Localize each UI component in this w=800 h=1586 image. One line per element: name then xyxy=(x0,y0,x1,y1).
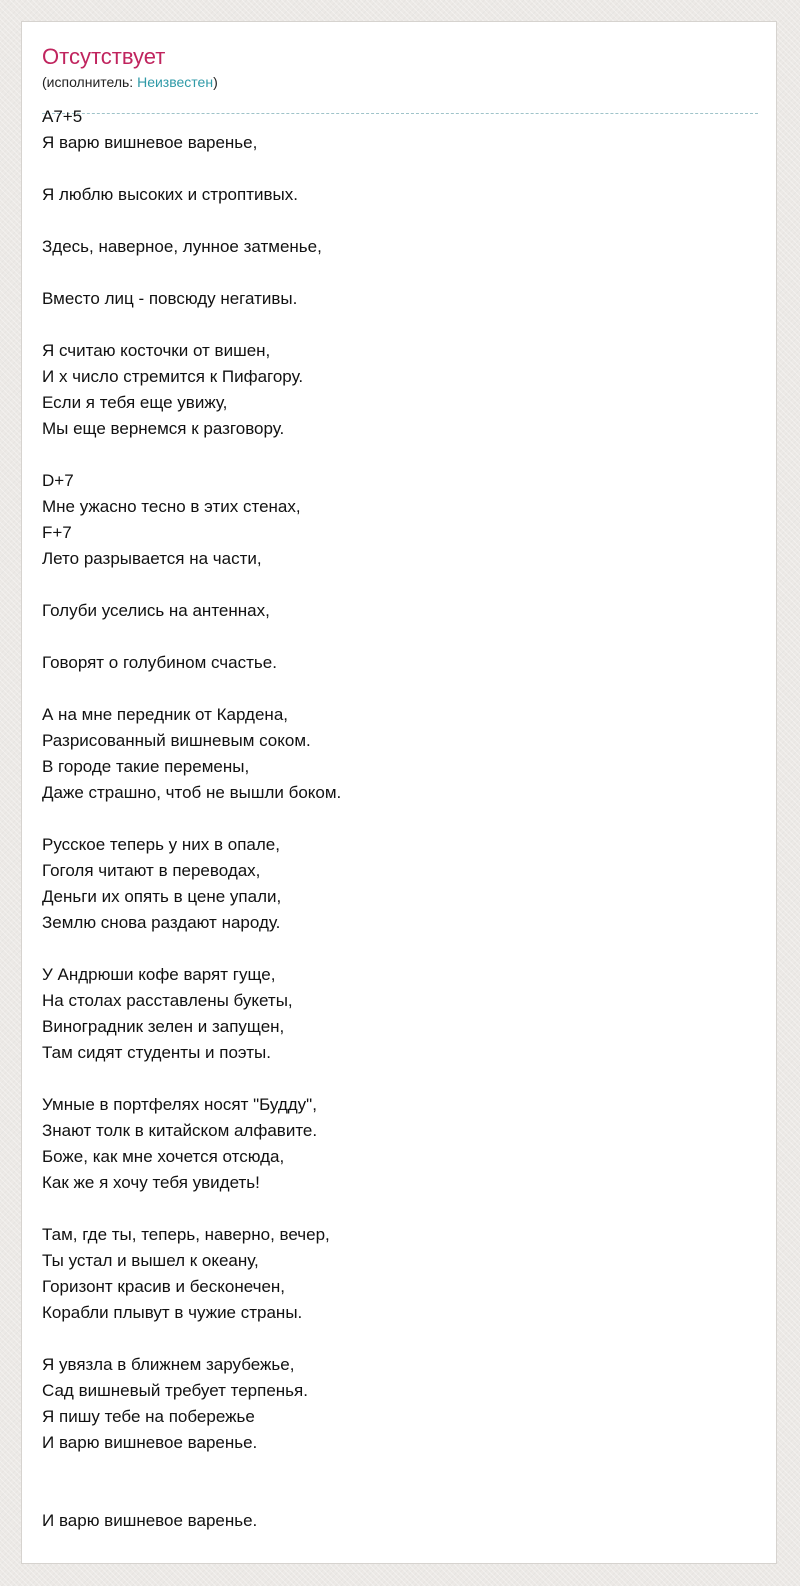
lyric-line: Там, где ты, теперь, наверно, вечер, xyxy=(42,1225,330,1244)
lyric-line: Как же я хочу тебя увидеть! xyxy=(42,1173,260,1192)
lyric-line: Говорят о голубином счастье. xyxy=(42,653,277,672)
lyric-line: Землю снова раздают народу. xyxy=(42,913,281,932)
blank-line xyxy=(42,676,758,702)
blank-line xyxy=(42,1066,758,1092)
lyrics-text xyxy=(42,104,758,1534)
artist-suffix: ) xyxy=(213,74,218,90)
lyric-line: Гоголя читают в переводах, xyxy=(42,861,261,880)
lyric-line: Мы еще вернемся к разговору. xyxy=(42,419,285,438)
lyric-line: У Андрюши кофе варят гуще, xyxy=(42,965,276,984)
lyric-line: Русское теперь у них в опале, xyxy=(42,835,280,854)
lyric-line: Я пишу тебе на побережье xyxy=(42,1407,255,1426)
lyric-line: Корабли плывут в чужие страны. xyxy=(42,1303,303,1322)
blank-line xyxy=(42,624,758,650)
blank-line xyxy=(42,1482,758,1508)
lyrics-card xyxy=(21,21,777,1564)
blank-line xyxy=(42,156,758,182)
lyric-line: Там сидят студенты и поэты. xyxy=(42,1043,271,1062)
blank-line xyxy=(42,936,758,962)
blank-line xyxy=(42,572,758,598)
lyric-line: Здесь, наверное, лунное затменье, xyxy=(42,237,322,256)
lyric-line: А на мне передник от Кардена, xyxy=(42,705,288,724)
lyric-line: Боже, как мне хочется отсюда, xyxy=(42,1147,285,1166)
lyric-line: И варю вишневое варенье. xyxy=(42,1433,258,1452)
lyric-line: Виноградник зелен и запущен, xyxy=(42,1017,285,1036)
blank-line xyxy=(42,208,758,234)
artist-link[interactable]: Неизвестен xyxy=(137,74,214,90)
lyric-line: Даже страшно, чтоб не вышли боком. xyxy=(42,783,342,802)
lyric-line: Я считаю косточки от вишен, xyxy=(42,341,271,360)
lyric-line: Если я тебя еще увижу, xyxy=(42,393,228,412)
artist-prefix: (исполнитель: xyxy=(42,74,138,90)
artist-line xyxy=(42,72,218,92)
lyric-line: Ты устал и вышел к океану, xyxy=(42,1251,259,1270)
lyric-line: В городе такие перемены, xyxy=(42,757,250,776)
blank-line xyxy=(42,260,758,286)
blank-line xyxy=(42,806,758,832)
lyric-line: Деньги их опять в цене упали, xyxy=(42,887,282,906)
lyric-line: F+7 xyxy=(42,523,72,542)
lyric-line: Сад вишневый требует терпенья. xyxy=(42,1381,308,1400)
lyric-line: Я люблю высоких и строптивых. xyxy=(42,185,298,204)
lyric-line: Я варю вишневое варенье, xyxy=(42,133,258,152)
lyric-line: Я увязла в ближнем зарубежье, xyxy=(42,1355,295,1374)
lyric-line: На столах расставлены букеты, xyxy=(42,991,293,1010)
lyric-line: Мне ужасно тесно в этих стенах, xyxy=(42,497,301,516)
blank-line xyxy=(42,442,758,468)
lyric-line: D+7 xyxy=(42,471,74,490)
lyric-line: Голуби уселись на антеннах, xyxy=(42,601,270,620)
lyric-line: И х число стремится к Пифагору. xyxy=(42,367,304,386)
blank-line xyxy=(42,1456,758,1482)
lyric-line: A7+5 xyxy=(42,107,83,126)
lyric-line: Знают толк в китайском алфавите. xyxy=(42,1121,318,1140)
lyric-line: Лето разрывается на части, xyxy=(42,549,262,568)
lyric-line: И варю вишневое варенье. xyxy=(42,1511,258,1530)
song-title: Отсутствует xyxy=(42,44,166,69)
blank-line xyxy=(42,1326,758,1352)
lyric-line: Горизонт красив и бесконечен, xyxy=(42,1277,286,1296)
blank-line xyxy=(42,312,758,338)
lyric-line: Умные в портфелях носят "Будду", xyxy=(42,1095,317,1114)
lyric-line: Вместо лиц - повсюду негативы. xyxy=(42,289,298,308)
blank-line xyxy=(42,1196,758,1222)
lyric-line: Разрисованный вишневым соком. xyxy=(42,731,311,750)
